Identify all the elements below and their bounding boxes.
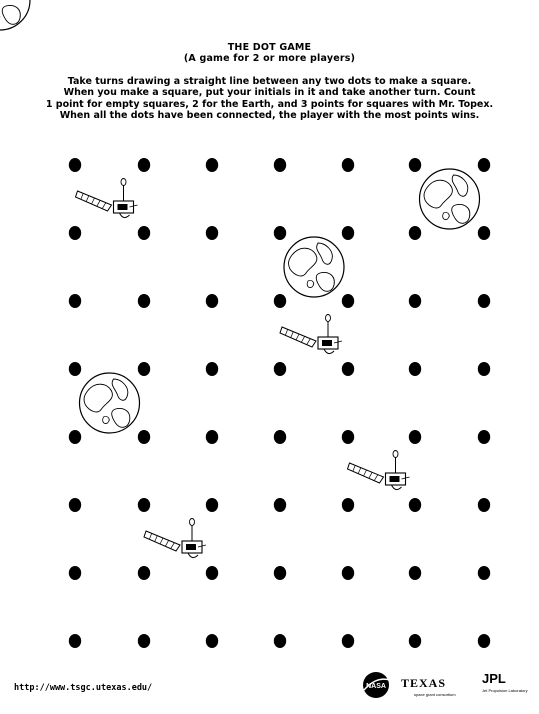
satellite-icon [144, 519, 206, 558]
earth-icon [284, 237, 344, 297]
footer-url[interactable]: http://www.tsgc.utexas.edu/ [14, 683, 153, 693]
sponsor-logos [358, 670, 528, 700]
board-dot[interactable] [69, 294, 81, 308]
board-dot[interactable] [274, 158, 286, 172]
board-dot[interactable] [206, 430, 218, 444]
board-dot[interactable] [478, 294, 490, 308]
board-dot[interactable] [342, 294, 354, 308]
board-dot[interactable] [274, 294, 286, 308]
board-dot[interactable] [206, 362, 218, 376]
board-dot[interactable] [342, 566, 354, 580]
board-dot[interactable] [69, 158, 81, 172]
instruction-line: Take turns drawing a straight line between any two dots to make a square. [67, 76, 472, 87]
jpl-logo [482, 671, 528, 693]
earth-icon [0, 0, 30, 30]
board-dot[interactable] [138, 362, 150, 376]
board-dot[interactable] [69, 566, 81, 580]
board-dot[interactable] [342, 430, 354, 444]
satellite-icon [280, 315, 342, 354]
board-dot[interactable] [342, 362, 354, 376]
board-dot[interactable] [409, 430, 421, 444]
board-dot[interactable] [138, 566, 150, 580]
jpl-logo-subtext: Jet Propulsion Laboratory [482, 688, 528, 693]
page-title: THE DOT GAME [227, 42, 312, 53]
instruction-line: When all the dots have been connected, the player with the most points wins. [59, 110, 480, 122]
board-dot[interactable] [409, 362, 421, 376]
nasa-logo-text: NASA [366, 683, 386, 690]
board-dot[interactable] [69, 226, 81, 240]
board-dot[interactable] [69, 362, 81, 376]
board-dot[interactable] [409, 566, 421, 580]
board-dot[interactable] [478, 158, 490, 172]
satellite-icon [76, 179, 138, 218]
board-dot[interactable] [206, 634, 218, 648]
board-dot[interactable] [206, 158, 218, 172]
board-dot[interactable] [342, 498, 354, 512]
board-dot[interactable] [478, 430, 490, 444]
board-dot[interactable] [138, 294, 150, 308]
board-dot[interactable] [342, 634, 354, 648]
board-dot[interactable] [69, 498, 81, 512]
board-dot[interactable] [409, 158, 421, 172]
board-dot[interactable] [342, 226, 354, 240]
texas-logo-text: TEXAS [401, 676, 447, 690]
board-dot[interactable] [138, 430, 150, 444]
board-dot[interactable] [478, 566, 490, 580]
texas-space-grant-logo [401, 676, 456, 697]
page-subtitle: (A game for 2 or more players) [183, 53, 356, 64]
instruction-line: 1 point for empty squares, 2 for the Earth, and 3 points for squares with Mr. Topex. [45, 98, 494, 110]
board-dot[interactable] [409, 226, 421, 240]
board-dot[interactable] [478, 498, 490, 512]
board-dot[interactable] [409, 634, 421, 648]
board-dot[interactable] [69, 430, 81, 444]
jpl-logo-text: JPL [482, 671, 506, 686]
board-dot[interactable] [274, 362, 286, 376]
board-dot[interactable] [69, 634, 81, 648]
board-dot[interactable] [409, 294, 421, 308]
earth-icon [420, 169, 480, 229]
board-dot[interactable] [206, 294, 218, 308]
board-dot[interactable] [206, 566, 218, 580]
texas-logo-subtext: space grant consortium [414, 692, 456, 697]
board-dot[interactable] [206, 226, 218, 240]
board-dot[interactable] [138, 226, 150, 240]
instruction-line: When you make a square, put your initials in it and take another turn. Count [63, 87, 476, 99]
board-dot[interactable] [342, 158, 354, 172]
board-dot[interactable] [206, 498, 218, 512]
nasa-logo-icon [363, 672, 390, 698]
board-dot[interactable] [274, 566, 286, 580]
board-dot[interactable] [274, 498, 286, 512]
board-dot[interactable] [478, 362, 490, 376]
board-dot[interactable] [409, 498, 421, 512]
board-dot[interactable] [478, 226, 490, 240]
board-dot[interactable] [478, 634, 490, 648]
board-dot[interactable] [274, 226, 286, 240]
board-dot[interactable] [274, 634, 286, 648]
earth-icon [80, 373, 140, 433]
board-dot[interactable] [138, 498, 150, 512]
satellite-icon [348, 451, 410, 490]
board-dot[interactable] [274, 430, 286, 444]
board-dot[interactable] [138, 158, 150, 172]
board-dot[interactable] [138, 634, 150, 648]
